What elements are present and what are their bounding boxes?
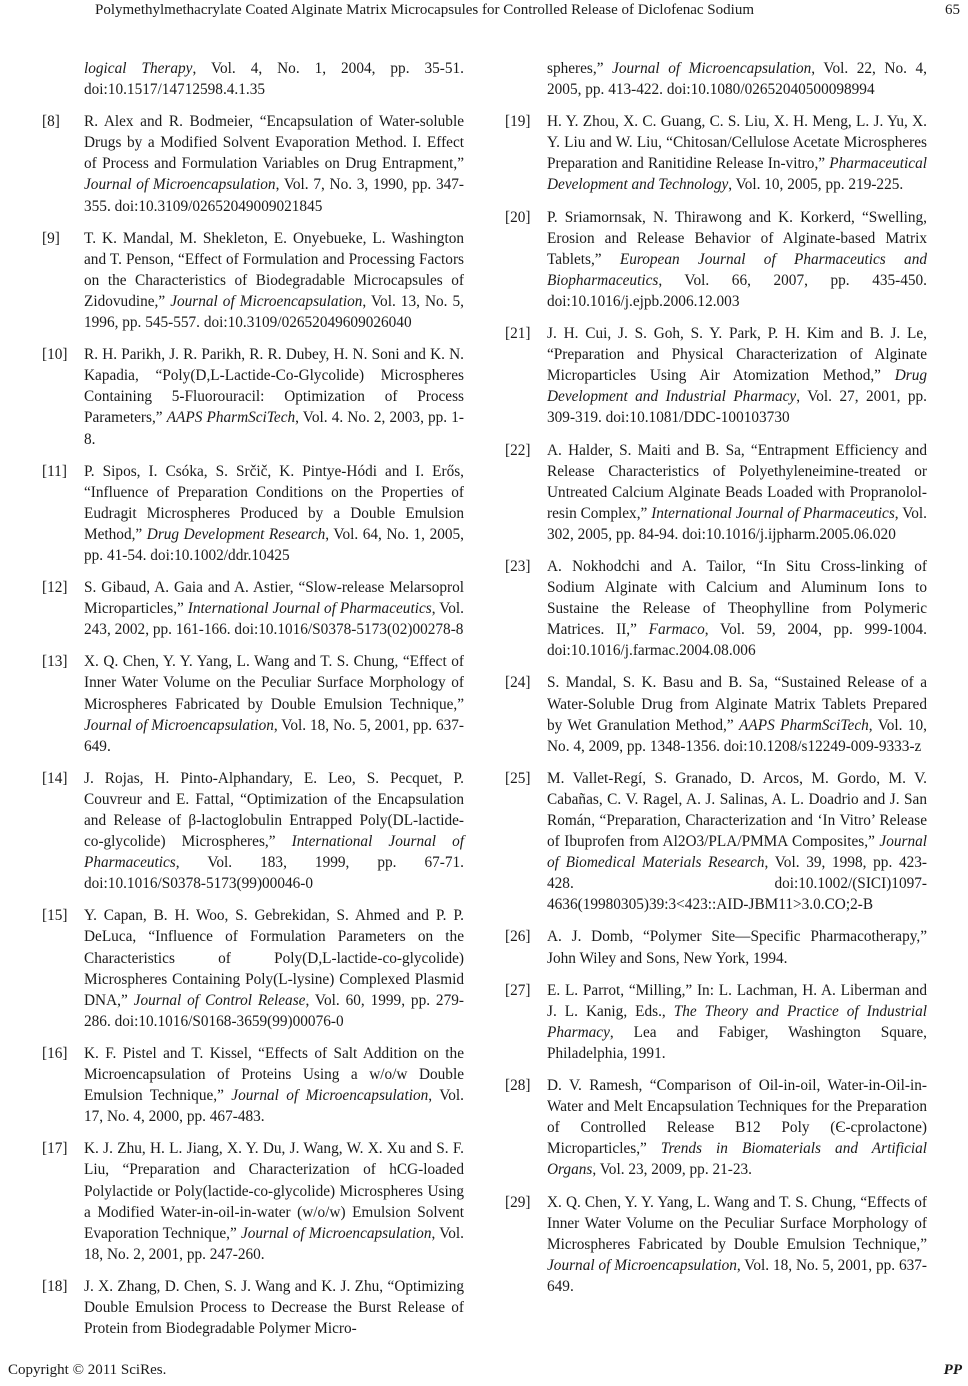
reference-number: [18] bbox=[42, 1277, 68, 1295]
reference-number: [16] bbox=[42, 1044, 68, 1062]
reference-text: M. Vallet-Regí, S. Granado, D. Arcos, M. Gordo, M. V. Cabañas, C. V. Ragel, A. J. Salinas, A. L. Doadrio and J. San Román, “Preparation, Characterization and ‘In Vitro’ Release of Ibuprofen from Al2O3/PLA/PMMA Composites,” Journal of Biomedical Materials Research, Vol. 39, 1998, pp. 423-428. doi:10.1002/(SICI)1097-4636(19980305)39:3<423::AID-JBM11>3.0.CO;2-B bbox=[547, 769, 927, 914]
right-column bbox=[505, 58, 927, 1308]
reference-item bbox=[505, 1192, 927, 1297]
reference-item bbox=[505, 980, 927, 1064]
reference-item bbox=[505, 207, 927, 312]
reference-text: X. Q. Chen, Y. Y. Yang, L. Wang and T. S. Chung, “Effects of Inner Water Volume on the Peculiar Surface Morphology of Microspheres Fabricated by Double Emulsion Technique,” Journal of Microencapsulation, Vol. 18, No. 5, 2001, pp. 637-649. bbox=[547, 1193, 927, 1295]
reference-text: Y. Capan, B. H. Woo, S. Gebrekidan, S. Ahmed and P. P. DeLuca, “Influence of Formulation Parameters on the Characteristics of Poly(D,L-lactide-co-glycolide) Microspheres Containing Poly(L-lysine) Complexed Plasmid DNA,” Journal of Control Release, Vol. 60, 1999, pp. 279-286. doi:10.1016/S0168-3659(99)00076-0 bbox=[84, 907, 464, 1030]
reference-text: K. F. Pistel and T. Kissel, “Effects of Salt Addition on the Microencapsulation of Proteins Using a w/o/w Double Emulsion Technique,” Journal of Microencapsulation, Vol. 17, No. 4, 2000, pp. 467-483. bbox=[84, 1044, 465, 1126]
reference-number: [28] bbox=[505, 1077, 531, 1095]
reference-number: [22] bbox=[505, 441, 531, 459]
reference-number: [8] bbox=[42, 113, 60, 131]
reference-text: J. H. Cui, J. S. Goh, S. Y. Park, P. H. Kim and B. J. Le, “Preparation and Physical Characterization of Alginate Microparticles Using Air Atomization Method,” Drug Development and Industrial Pharmacy, Vol. 27, 2001, pp. 309-319. doi:10.1081/DDC-100103730 bbox=[547, 325, 927, 427]
reference-number: [19] bbox=[505, 113, 531, 131]
reference-item bbox=[505, 1075, 927, 1180]
reference-item bbox=[42, 905, 464, 1032]
reference-item bbox=[42, 111, 464, 216]
reference-text: A. Halder, S. Maiti and B. Sa, “Entrapment Efficiency and Release Characteristics of Polyethyleneimine-treated or Untreated Calcium Alginate Beads Loaded with Propranolol-resin Complex,” International Journal of Pharmaceutics, Vol. 302, 2005, pp. 84-94. doi:10.1016/j.ijpharm.2005.06.020 bbox=[547, 441, 927, 543]
reference-number: [17] bbox=[42, 1140, 68, 1158]
reference-continuation: spheres,” Journal of Microencapsulation, Vol. 22, No. 4, 2005, pp. 413-422. doi:10.1080/02652040500098994 bbox=[547, 60, 927, 99]
reference-item bbox=[42, 1276, 464, 1339]
reference-text: E. L. Parrot, “Milling,” In: L. Lachman, H. A. Liberman and J. L. Kanig, Eds., The Theory and Practice of Industrial Pharmacy, Lea and Fabiger, Washington Square, Philadelphia, 1991. bbox=[547, 981, 927, 1062]
reference-number: [24] bbox=[505, 674, 531, 692]
reference-item bbox=[42, 1043, 464, 1127]
reference-item bbox=[42, 228, 464, 333]
reference-number: [23] bbox=[505, 557, 531, 575]
reference-item bbox=[42, 577, 464, 640]
reference-item bbox=[505, 926, 927, 968]
reference-item bbox=[42, 1138, 464, 1265]
reference-text: K. J. Zhu, H. L. Jiang, X. Y. Du, J. Wang, W. X. Xu and S. F. Liu, “Preparation and Characterization of hCG-loaded Polylactide or Poly(lactide-co-glycolide) Microspheres Using a Modified Water-in-oil-in-water (w/o/w) Emulsion Solvent Evaporation Technique,” Journal of Microencapsulation, Vol. 18, No. 2, 2001, pp. 247-260. bbox=[84, 1140, 465, 1263]
left-column bbox=[42, 58, 464, 1350]
reference-text: S. Mandal, S. K. Basu and B. Sa, “Sustained Release of a Water-Soluble Drug from Alginate Matrix Tablets Prepared by Wet Granulation Method,” AAPS PharmSciTech, Vol. 10, No. 4, 2009, pp. 1348-1356. doi:10.1208/s12249-009-9333-z bbox=[547, 674, 927, 755]
reference-number: [29] bbox=[505, 1193, 531, 1211]
reference-number: [27] bbox=[505, 981, 531, 999]
reference-text: P. Sipos, I. Csóka, S. Srčič, K. Pintye-Hódi and I. Erős, “Influence of Preparation Conditions on the Properties of Eudragit Microspheres Produced by a Double Emulsion Method,” Drug Development Research, Vol. 64, No. 1, 2005, pp. 41-54. doi:10.1002/ddr.10425 bbox=[84, 462, 464, 564]
reference-text: X. Q. Chen, Y. Y. Yang, L. Wang and T. S. Chung, “Effect of Inner Water Volume on the Peculiar Surface Morphology of Microspheres Fabricated by Double Emulsion Technique,” Journal of Microencapsulation, Vol. 18, No. 5, 2001, pp. 637-649. bbox=[84, 653, 464, 755]
reference-text: A. Nokhodchi and A. Tailor, “In Situ Cross-linking of Sodium Alginate with Calcium and Aluminum Ions to Sustaine the Release of Theophylline from Polymeric Matrices. II,” Farmaco, Vol. 59, 2004, pp. 999-1004. doi:10.1016/j.farmac.2004.08.006 bbox=[547, 557, 927, 660]
running-title: Polymethylmethacrylate Coated Alginate Matrix Microcapsules for Controlled Release of Diclofenac Sodium bbox=[95, 2, 754, 18]
reference-number: [26] bbox=[505, 928, 531, 946]
reference-item bbox=[505, 672, 927, 756]
reference-item bbox=[505, 556, 927, 661]
reference-text: J. X. Zhang, D. Chen, S. J. Wang and K. J. Zhu, “Optimizing Double Emulsion Process to Decrease the Burst Release of Protein from Biodegradable Polymer Micro- bbox=[84, 1277, 464, 1338]
reference-item bbox=[42, 461, 464, 566]
reference-text: J. Rojas, H. Pinto-Alphandary, E. Leo, S. Pecquet, P. Couvreur and E. Fattal, “Optimization of the Encapsulation and Release of β-lactoglobulin Entrapped Poly(DL-lactide-co-glycolide) Microspheres,” International Journal of Pharmaceutics, Vol. 183, 1999, pp. 67-71. doi:10.1016/S0378-5173(99)00046-0 bbox=[84, 769, 464, 893]
reference-text: S. Gibaud, A. Gaia and A. Astier, “Slow-release Melarsoprol Microparticles,” International Journal of Pharmaceutics, Vol. 243, 2002, pp. 161-166. doi:10.1016/S0378-5173(02)00278-8 bbox=[84, 579, 465, 639]
reference-text: H. Y. Zhou, X. C. Guang, C. S. Liu, X. H. Meng, L. J. Yu, X. Y. Liu and W. Liu, “Chitosan/Cellulose Acetate Microspheres Preparation and Ranitidine Release In-vitro,” Pharmaceutical Development and Technology, Vol. 10, 2005, pp. 219-225. bbox=[547, 113, 927, 194]
reference-text: R. H. Parikh, J. R. Parikh, R. R. Dubey, H. N. Soni and K. N. Kapadia, “Poly(D,L-Lactide-Co-Glycolide) Microspheres Containing 5-Fluorouracil: Optimization of Process Parameters,” AAPS PharmSciTech, Vol. 4. No. 2, 2003, pp. 1-8. bbox=[84, 346, 464, 448]
page-footer bbox=[0, 1362, 968, 1382]
reference-item bbox=[505, 323, 927, 428]
reference-number: [11] bbox=[42, 462, 67, 480]
reference-item bbox=[505, 111, 927, 195]
reference-item bbox=[505, 768, 927, 916]
page-number: 65 bbox=[945, 2, 960, 18]
reference-text: D. V. Ramesh, “Comparison of Oil-in-oil, Water-in-Oil-in-Water and Melt Encapsulation Techniques for the Preparation of Controlled Release B12 Poly (Є-cprolactone) Microparticles,” Trends in Biomaterials and Artificial Organs, Vol. 23, 2009, pp. 21-23. bbox=[547, 1077, 928, 1179]
reference-number: [13] bbox=[42, 653, 68, 671]
reference-text: T. K. Mandal, M. Shekleton, E. Onyebueke, L. Washington and T. Penson, “Effect of Formulation and Processing Factors on the Characteristics of Biodegradable Microcapsules of Zidovudine,” Journal of Microencapsulation, Vol. 13, No. 5, 1996, pp. 545-557. doi:10.3109/02652049609026040 bbox=[84, 229, 464, 332]
reference-number: [14] bbox=[42, 769, 68, 787]
copyright-notice: Copyright © 2011 SciRes. bbox=[8, 1362, 167, 1378]
reference-number: [9] bbox=[42, 229, 60, 247]
reference-item bbox=[505, 440, 927, 545]
reference-item bbox=[42, 651, 464, 756]
reference-number: [25] bbox=[505, 769, 531, 787]
reference-item bbox=[42, 344, 464, 449]
reference-item bbox=[42, 768, 464, 895]
reference-number: [10] bbox=[42, 346, 68, 364]
reference-number: [21] bbox=[505, 325, 531, 343]
reference-text: A. J. Domb, “Polymer Site—Specific Pharmacotherapy,” John Wiley and Sons, New York, 1994. bbox=[547, 928, 927, 967]
reference-number: [15] bbox=[42, 907, 68, 925]
page-header bbox=[0, 0, 968, 26]
journal-abbreviation: PP bbox=[943, 1362, 962, 1378]
reference-number: [12] bbox=[42, 579, 68, 597]
reference-text: R. Alex and R. Bodmeier, “Encapsulation of Water-soluble Drugs by a Modified Solvent Evaporation Method. I. Effect of Process and Formulation Variables on Drug Entrapment,” Journal of Microencapsulation, Vol. 7, No. 3, 1990, pp. 347-355. doi:10.3109/02652049009021845 bbox=[84, 113, 464, 215]
reference-number: [20] bbox=[505, 208, 531, 226]
reference-continuation: logical Therapy, Vol. 4, No. 1, 2004, pp. 35-51. doi:10.1517/14712598.4.1.35 bbox=[84, 60, 464, 99]
reference-text: P. Sriamornsak, N. Thirawong and K. Korkerd, “Swelling, Erosion and Release Behavior of Alginate-based Matrix Tablets,” European Journal of Pharmaceutics and Biopharmaceutics, Vol. 66, 2007, pp. 435-450. doi:10.1016/j.ejpb.2006.12.003 bbox=[547, 208, 927, 310]
